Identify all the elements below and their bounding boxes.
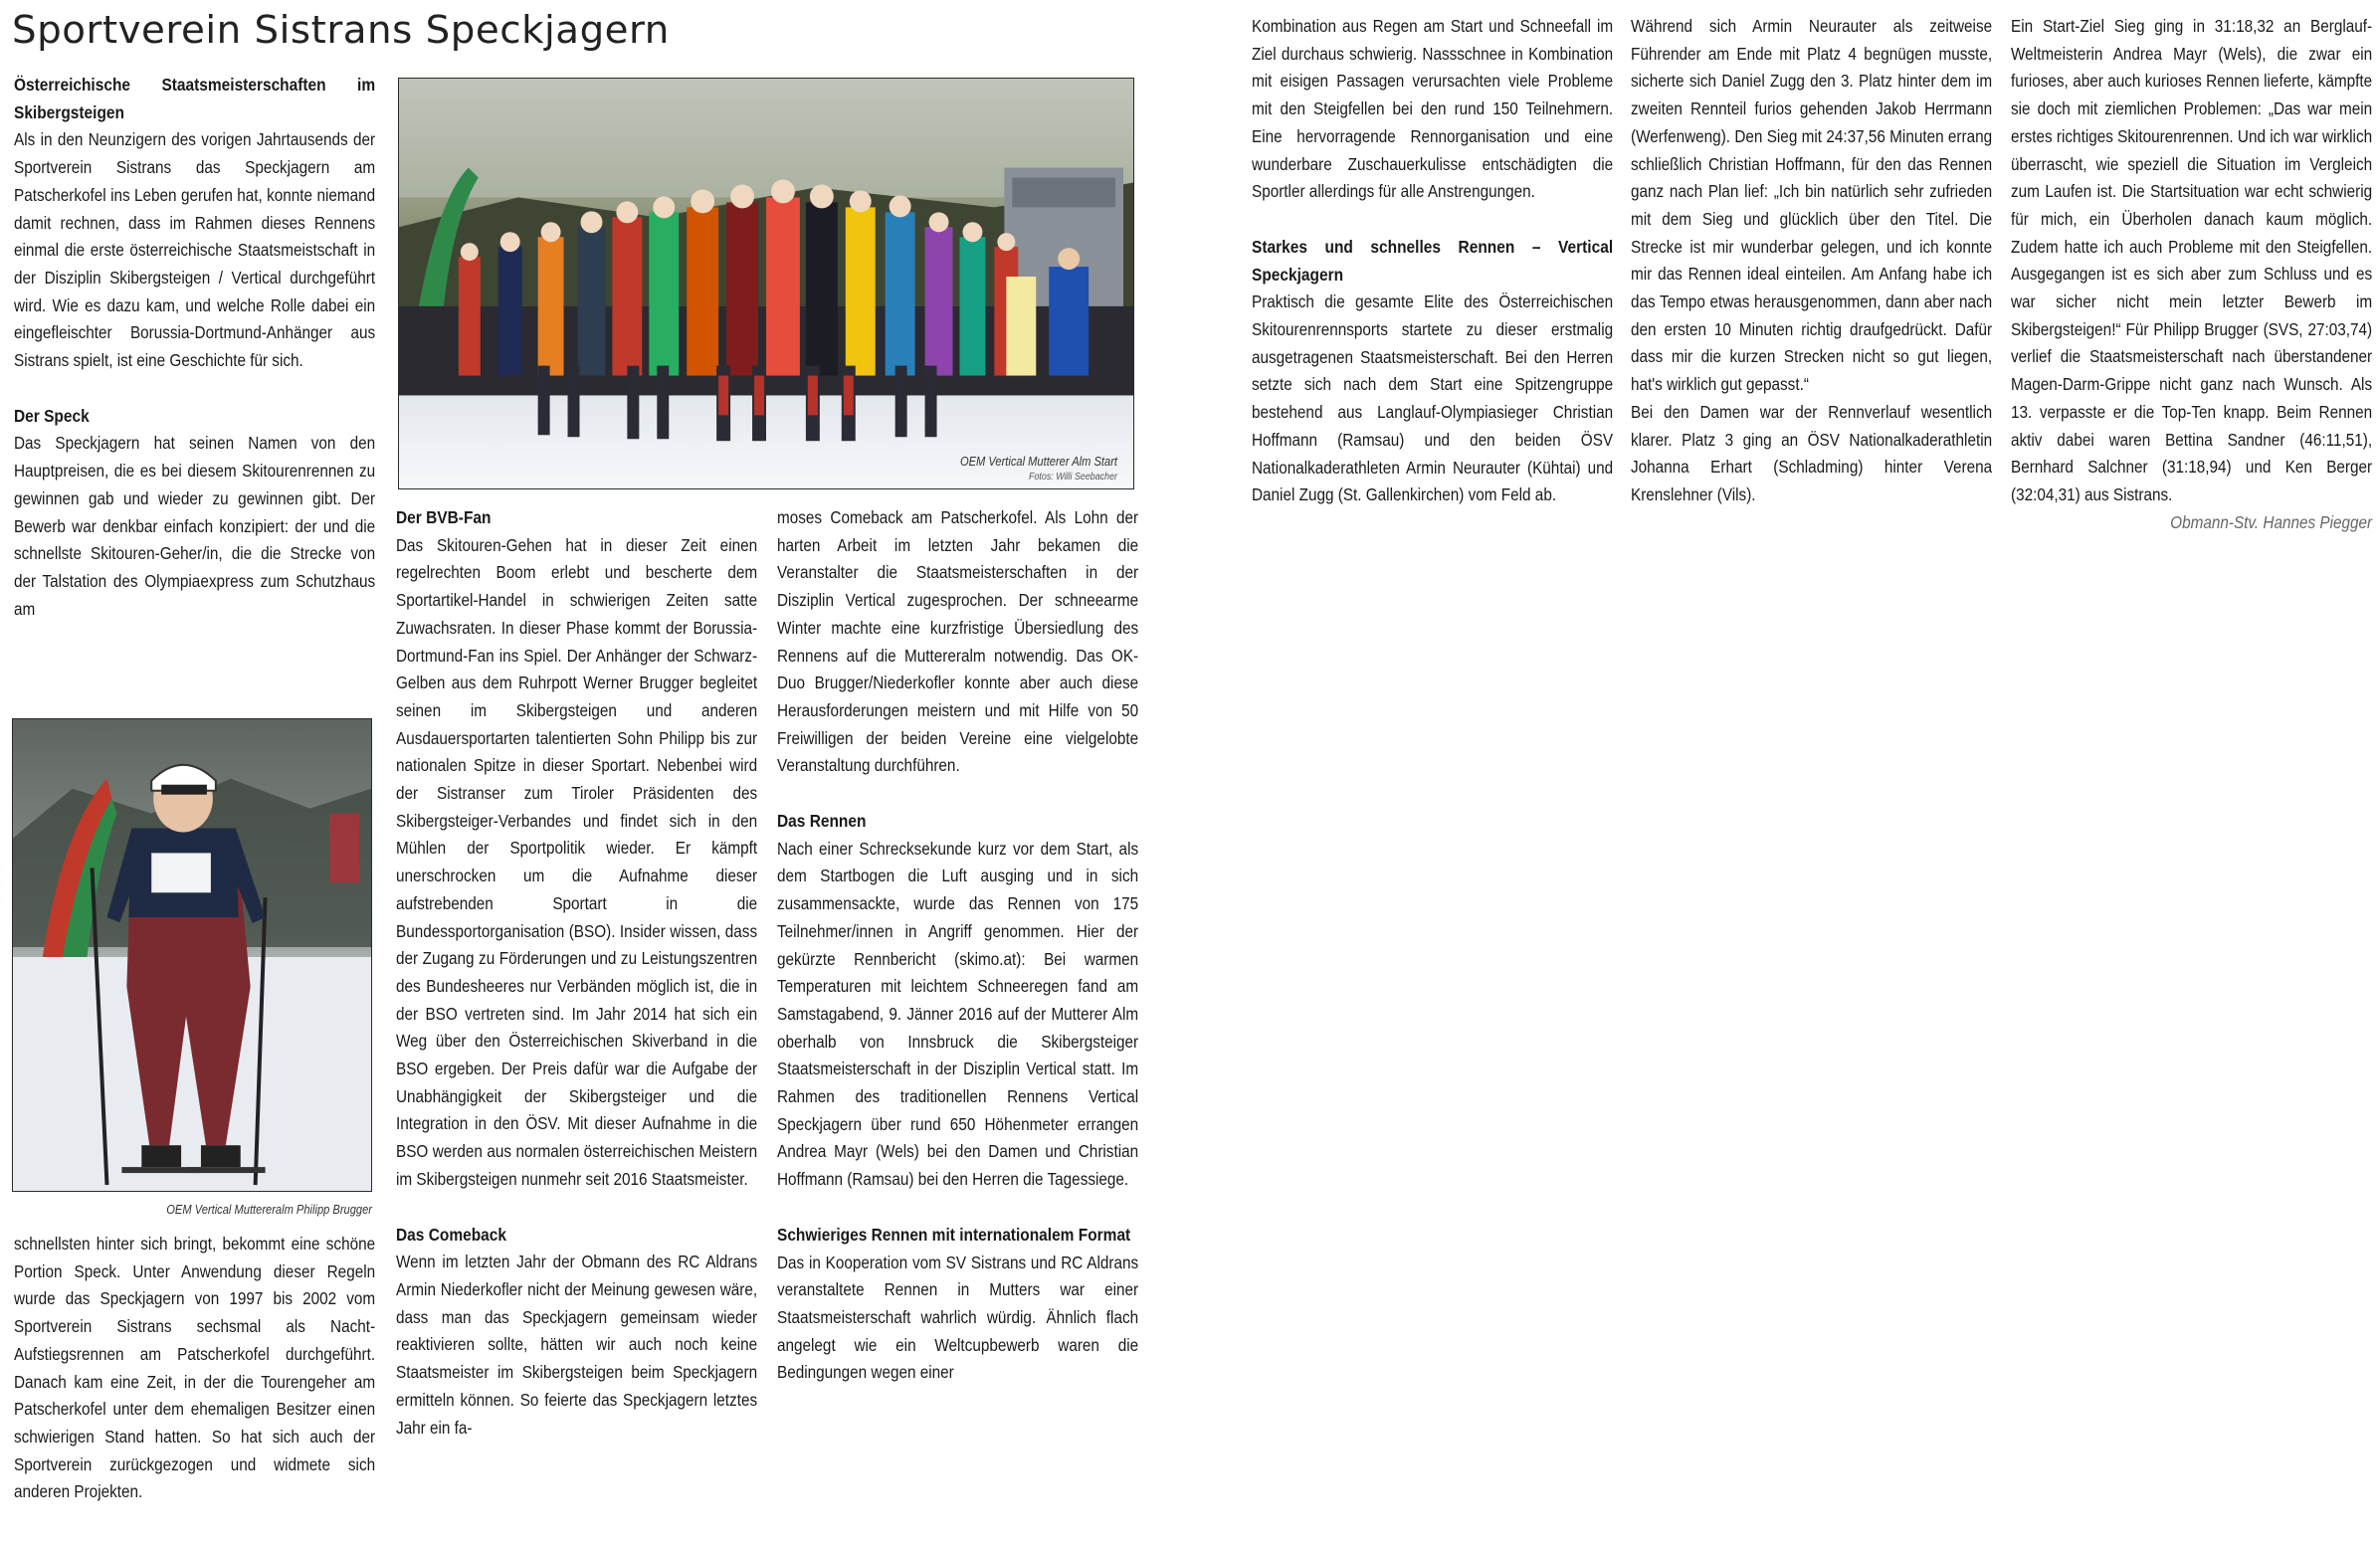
column-4: [1252, 13, 1613, 509]
column-3: [777, 504, 1138, 1387]
athlete-image: [13, 719, 371, 1191]
athlete-photo: [12, 718, 372, 1192]
paragraph: schnellsten hinter sich bringt, bekommt eine schöne Portion Speck. Unter Anwendung dieser Regeln wurde das Speckjagern von 1997 bis 2002 vom Sportverein Sistrans sechsmal als Nacht-Aufstiegsrennen am Patscherkofel durchgeführt. Danach kam eine Zeit, in der die Tourengeher am Patscherkofel unter dem ehemaligen Besitzer einen schwierigen Stand hatten. So hat sich auch der Sportverein zurückgezogen und widmete sich anderen Projekten.: [14, 1234, 376, 1502]
paragraph: Das Skitouren-Gehen hat in dieser Zeit einen regelrechten Boom erlebt und bescherte dem Sportartikel-Handel in schwierigen Zeiten satte Zuwachsraten. In dieser Phase kommt der Borussia-Dortmund-Fan ins Spiel. Der Anhänger der Schwarz-Gelben aus dem Ruhrpott Werner Brugger begleitet seinen im Skibergsteigen und anderen Ausdauersportarten talentierten Sohn Philipp bis zur nationalen Spitze in dieser Sportart. Nebenbei wird der Sistranser zum Tiroler Präsidenten des Skibergsteiger-Verbandes und findet sich in den Mühlen der Sportpolitik wieder. Er kämpft unerschrocken um die Aufnahme dieser aufstrebenden Sportart in die Bundessportorganisation (BSO). Insider wissen, dass der Zugang zu Förderungen und zu Leistungszentren des Bundesheeres nur Verbänden möglich ist, die in der BSO vertreten sind. Im Jahr 2014 hat sich ein Weg über den Österreichischen Skiverband in die BSO ergeben. Der Preis dafür war die Aufgabe der Unabhängigkeit der Skibergsteiger und die Integration in den ÖSV. Mit dieser Aufnahme in die BSO werden aus normalen österreichischen Meistern im Skibergsteigen nunmehr seit 2016 Staatsmeister.: [396, 534, 758, 1189]
section-heading: Österreichische Staatsmeisterschaften im Skibergsteigen: [14, 75, 376, 122]
race-start-photo: [398, 78, 1134, 489]
paragraph: Das in Kooperation vom SV Sistrans und RC Aldrans veranstaltete Rennen in Mutters war einer Staatsmeisterschaft wahrlich würdig. Ähnlich flach angelegt wie ein Weltcupbewerb waren die Bedingungen wegen einer: [777, 1252, 1139, 1383]
section-heading: Das Comeback: [396, 1224, 506, 1245]
paragraph: Als in den Neunzigern des vorigen Jahrtausends der Sportverein Sistrans das Speckjagern am Patscherkofel ins Leben gerufen hat, konnte niemand damit rechnen, dass im Rahmen dieses Rennens einmal die erste österreichische Staatsmeistschaft in der Disziplin Skibergsteigen / Vertical durchgeführt wird. Wie es dazu kam, und welche Rolle dabei ein eingefleischter Borussia-Dortmund-Anhänger aus Sistrans spielt, ist eine Geschichte für sich.: [14, 129, 376, 371]
race-start-caption: [852, 455, 1117, 484]
caption-text: OEM Vertical Muttereralm Philipp Brugger: [166, 1203, 372, 1217]
paragraph: Das Speckjagern hat seinen Namen von den Hauptpreisen, die es bei diesem Skitourenrennen zu gewinnen gab und wieder zu gewinnen gibt. Der Bewerb war denkbar einfach konzipiert: der und die schnellste Skitouren-Geher/in, die die Strecke von der Talstation des Olympiaexpress zum Schutzhaus am: [14, 433, 376, 619]
athlete-caption: [89, 1203, 372, 1218]
column-5: [1631, 13, 1992, 509]
column-1-bottom: [14, 1231, 375, 1506]
paragraph: Praktisch die gesamte Elite des Österreichischen Skitourenrennsports startete zu dieser erstmalig ausgetragenen Staatsmeisterschaft. Bei den Herren setzte sich nach dem Start eine Spitzengruppe bestehend aus Langlauf-Olympiasieger Christian Hoffmann (Ramsau) und den beiden ÖSV Nationalkaderathleten Armin Neurauter (Kühtai) und Daniel Zugg (St. Gallenkirchen) vom Feld ab.: [1252, 291, 1614, 505]
paragraph: Kombination aus Regen am Start und Schneefall im Ziel durchaus schwierig. Nassschnee in Kombination mit eisigen Passagen verursachten viele Probleme mit den Steigfellen bei den rund 150 Teilnehmern. Eine hervorragende Rennorganisation und eine wunderbare Zuschauerkulisse entschädigten die Sportler allerdings für alle Anstrengungen.: [1252, 16, 1614, 202]
section-heading: Starkes und schnelles Rennen – Vertical Speckjagern: [1252, 236, 1614, 285]
paragraph: Bei den Damen war der Rennverlauf wesentlich klarer. Platz 3 ging an ÖSV Nationalkaderathletin Johanna Erhart (Schladming) hinter Verena Krenslehner (Vils).: [1631, 401, 1993, 504]
section-heading: Das Rennen: [777, 811, 867, 832]
section-heading: Der BVB-Fan: [396, 507, 492, 527]
paragraph: Nach einer Schrecksekunde kurz vor dem Start, als dem Startbogen die Luft ausging und in sich zusammensackte, wurde das Rennen von 175 Teilnehmer/innen in Angriff genommen. Hier der gekürzte Rennbericht (skimo.at): Bei warmen Temperaturen mit leichtem Schneeregen fand am Samstagabend, 9. Jänner 2016 auf der Mutterer Alm oberhalb von Innsbruck die Skibergsteiger Staatsmeisterschaft in der Disziplin Vertical statt. Im Rahmen des traditionellen Rennens Vertical Speckjagern über rund 650 Höhenmeter errangen Andrea Mayr (Wels) bei den Damen und Christian Hoffmann (Ramsau) bei den Herren die Tagessiege.: [777, 838, 1139, 1190]
section-heading: Der Speck: [14, 405, 90, 426]
right-page: [1190, 0, 2380, 1546]
paragraph: Ein Start-Ziel Sieg ging in 31:18,32 an Berglauf-Weltmeisterin Andrea Mayr (Wels), die zwar ein furioses, aber auch kurioses Rennen lieferte, kämpfte sie doch mit ziemlichen Problemen: „Das war mein erstes richtiges Skitourenrennen. Und ich war wirklich überrascht, wie speziell die Situation im Vergleich zum Laufen ist. Die Startsituation war echt schwierig für mich, ein Überholen danach kaum möglich. Zudem hatte ich auch Probleme mit den Steigfellen. Ausgegangen ist es sich aber zum Schluss und es war sicher nicht mein letzter Bewerb im Skibergsteigen!“ Für Philipp Brugger (SVS, 27:03,74) verlief die Staatsmeisterschaft nach überstandener Magen-Darm-Grippe nicht ganz nach Wunsch. Als 13. verpasste er die Top-Ten knapp. Beim Rennen aktiv dabei waren Bettina Sandner (46:11,51), Bernhard Salchner (31:18,94) und Ken Berger (32:04,31) aus Sistrans.: [2011, 16, 2373, 504]
race-start-image: [399, 79, 1133, 488]
author-signature: Obmann-Stv. Hannes Piegger: [2170, 511, 2373, 532]
column-6: [2011, 13, 2372, 536]
column-1-top: [14, 72, 375, 623]
photo-credit: Fotos: Willi Seebacher: [1029, 472, 1117, 483]
caption-text: OEM Vertical Mutterer Alm Start: [959, 455, 1117, 469]
column-2: [396, 504, 757, 1442]
section-heading: Schwieriges Rennen mit internationalem Format: [777, 1224, 1131, 1245]
paragraph: moses Comeback am Patscherkofel. Als Lohn der harten Arbeit im letzten Jahr bekamen die Veranstalter die Staatsmeisterschaften in der Disziplin Vertical zugesprochen. Der schneearme Winter machte eine kurzfristige Übersiedlung des Rennens auf die Muttereralm notwendig. Das OK-Duo Brugger/Niederkofler konnte aber auch diese Herausforderungen meistern und mit Hilfe von 50 Freiwilligen der beiden Vereine eine vielgelobte Veranstaltung durchführen.: [777, 507, 1139, 776]
masthead-title: Sportverein Sistrans Speckjagern: [12, 8, 670, 52]
paragraph: Während sich Armin Neurauter als zeitweise Führender am Ende mit Platz 4 begnügen musste, sicherte sich Daniel Zugg den 3. Platz hinter dem im zweiten Rennteil furios gehenden Jakob Herrmann (Werfenweng). Den Sieg mit 24:37,56 Minuten errang schließlich Christian Hoffmann, für den das Rennen ganz nach Plan lief: „Ich bin natürlich sehr zufrieden mit dem Sieg und glücklich über den Titel. Die Strecke ist mir wunderbar gelegen, und ich konnte mir das Rennen ideal einteilen. Am Anfang habe ich das Tempo etwas herausgenommen, dann aber nach den ersten 10 Minuten richtig draufgedrückt. Dafür dass mir die kurzen Strecken nicht so gut liegen, hat's wirklich gut gepasst.“: [1631, 16, 1993, 395]
paragraph: Wenn im letzten Jahr der Obmann des RC Aldrans Armin Niederkofler nicht der Meinung gewesen wäre, dass man das Speckjagern gemeinsam wieder reaktivieren sollte, hätten wir auch noch keine Staatsmeister im Skibergsteigen beim Speckjagern ermitteln können. So feierte das Speckjagern letztes Jahr ein fa-: [396, 1252, 758, 1438]
